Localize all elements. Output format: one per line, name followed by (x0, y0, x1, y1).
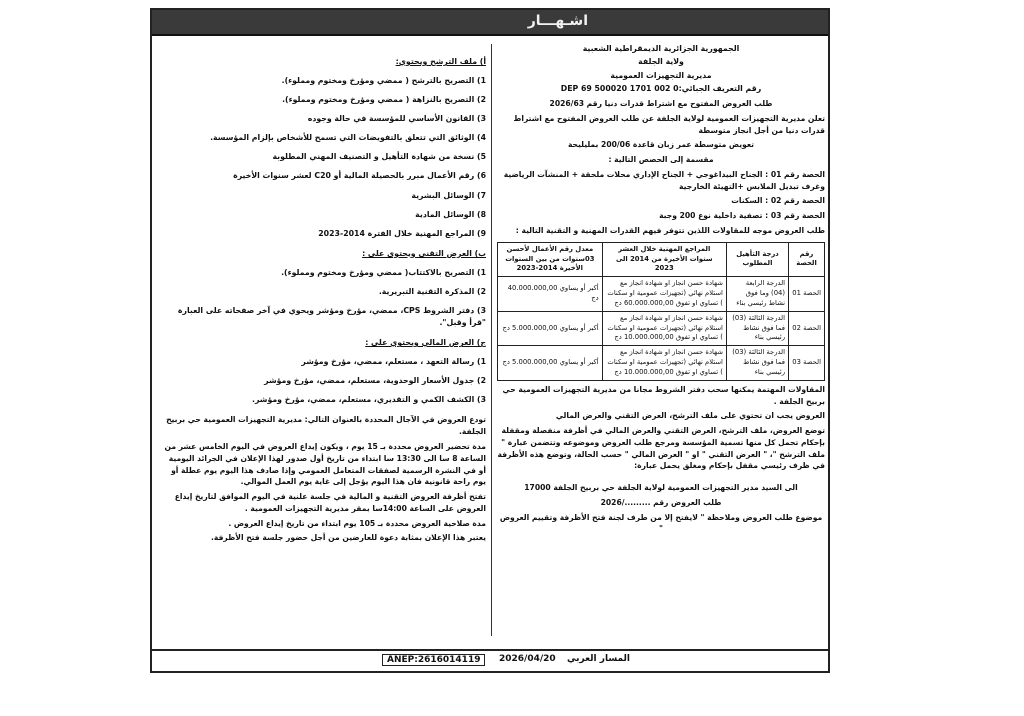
cell-grade: الدرجة الثالثة (03) فما فوق نشاط رئيسي بناء (726, 311, 788, 346)
list-item: 5) نسخة من شهادة التأهيل و التصنيف المهني المطلوبة (272, 152, 486, 162)
table-header-row (498, 242, 825, 277)
column-divider (491, 44, 492, 636)
list-item: 1) التصريح بالاكتتاب( ممضي ومؤرخ ومختوم ومملوء). (281, 267, 486, 277)
list-item: 1) رسالة التعهد ، مستعلم، ممضي، مؤرخ ومؤشر (301, 357, 486, 367)
cell-turnover: أكبر أو يساوي 5.000.000,00 دج (498, 346, 603, 381)
envelope-note: موضوع طلب العروض وملاحظة " لايفتح إلا من طرف لجنة فتح الأظرفة وتقييم العروض " (499, 512, 823, 534)
cell-lot: الحصة 03 (789, 346, 825, 381)
header-banner (152, 10, 828, 36)
notice-title: طلب العروض المفتوح مع اشتراط قدرات دنيا رقم 2026/63 (549, 99, 773, 108)
invitation-text: يعتبر هذا الإعلان بمثابة دعوة للعارضين من أجل حضور جلسة فتح الأظرفة. (210, 533, 486, 543)
col-header-lot: رقم الحصة (789, 242, 825, 277)
cell-turnover: أكبر أو يساوي 5.000.000,00 دج (498, 311, 603, 346)
newspaper-name: المسار العربي (567, 654, 630, 664)
technical-offer-title: ب) العرض التقني ويحتوي على : (362, 248, 486, 258)
candidacy-file-title: أ) ملف الترشح ويحتوي: (395, 57, 486, 66)
list-item: 8) الوسائل المادية (415, 209, 486, 219)
advertisement-sheet (150, 8, 830, 673)
tender-number-line: طلب العروض رقم ........./2026 (600, 497, 722, 507)
republic-line: الجمهورية الجزائرية الديمقراطية الشعبية (582, 44, 740, 53)
validity-period-text: مدة صلاحية العروض محددة بـ 105 يوم ابتداء من تاريخ إيداع العروض . (228, 518, 486, 528)
table-row (498, 311, 825, 346)
list-item: 3) دفتر الشروط CPS، ممضي، مؤرخ ومؤشر ويحوي في آخر صفحاته على العبارة "قرأ وقبل". (177, 306, 486, 328)
list-item: 6) رقم الأعمال مبرر بالحصيلة المالية أو C20 لعشر سنوات الأخيرة (233, 171, 486, 181)
lot-1-text: الحصة رقم 01 : الجناح البيداغوجي + الجناح الإداري محلات ملحقة + المنشآت الرياضية وغرف تبديل الملابس +التهيئة الخارجية (503, 169, 825, 191)
eligibility-text: طلب العروض موجه للمقاولات اللذين تتوفر فيهم القدرات المهنية و التقنية التالية : (515, 225, 825, 235)
left-column (160, 42, 486, 547)
opening-session-text: تفتح أظرفة العروض التقنية و المالية في جلسة علنية في اليوم الموافق لتاريخ إيداع العروض على الساعة 14:00سا بمقر مديرية التجهيزات العمومية . (174, 492, 486, 513)
directorate-line: مديرية التجهيزات العمومية (610, 70, 712, 80)
list-item: 7) الوسائل البشرية (411, 190, 486, 200)
col-header-grade: درجة التأهيل المطلوب (726, 242, 788, 277)
list-item: 9) المراجع المهنية خلال الفترة 2014-2023 (318, 228, 486, 238)
lot-2-text: الحصة رقم 02 : السكنات (731, 196, 825, 206)
list-item: 2) التصريح بالنزاهة ( ممضي ومؤرخ ومختوم ومملوء). (282, 95, 486, 105)
list-item: 4) الوثائق التي تتعلق بالتفويضات التي تسمح للأشخاص بإلزام المؤسسة. (210, 133, 486, 143)
list-item: 2) جدول الأسعار الوحدوية، مستعلم، ممضي، مؤرخ ومؤشر (264, 376, 486, 386)
offer-contents-text: العروض يجب ان تحتوي على ملف الترشح، العرض التقني والعرض المالي (555, 411, 825, 421)
cell-references: شهادة حسن انجاز او شهادة انجاز مع استلام نهائي (تجهيزات عمومية او سكنات ) تساوي او تفوق 60.000.000,00 دج (602, 277, 726, 312)
address-line: الى السيد مدير التجهيزات العمومية لولاية الجلفة حي بربيح الجلفة 17000 (524, 483, 798, 493)
table-row (498, 346, 825, 381)
anep-reference: ANEP:2616014119 (382, 654, 485, 666)
cell-grade: الدرجة الرابعة (04) وما فوق نشاط رئيسي بناء (726, 277, 788, 312)
lots-heading: مقسمة إلى الحصص التالية : (608, 155, 714, 165)
banner-title: اشـهـــار (527, 13, 588, 29)
list-item: 3) القانون الأساسي للمؤسسة في حالة وجوده (307, 114, 486, 124)
preparation-period-text: مدة تحضير العروض محددة بـ 15 يوم ، ويكون إيداع العروض في اليوم الخامس عشر من الساعة 8 سا الى 13:30 سا ابتداء من تاريخ أول صدور لهذا الإعلان في الجرائد اليومية أو في النشرة الرسمية لصفقات المتعامل العمومي وإذا صادف هذا اليوم يوم عطلة أو يوم راحة قانونية فان هذا اليوم يؤجل إلى غاية يوم العمل الموالي. (164, 442, 486, 487)
envelope-instructions: توضع العروض، ملف الترشح، العرض التقني والعرض المالي في أظرفة منفصلة ومقفلة بإحكام تحمل كل منها تسمية المؤسسة ومرجع طلب العروض وموضوعه وتتضمن عبارة " ملف الترشح "، " العرض التقني " او " العرض المالي " حسب الحالة، وتوضع هذه الأظرفة في ظرف رئيسي مقفل بإحكام ومغلق يحمل عبارة: (497, 426, 825, 471)
cell-references: شهادة حسن انجاز او شهادة انجاز مع استلام نهائي (تجهيزات عمومية او سكنات ) تساوي او تفوق 10.000.000,00 دج (602, 346, 726, 381)
cell-references: شهادة حسن انجاز او شهادة انجاز مع استلام نهائي (تجهيزات عمومية او سكنات ) تساوي او تفوق 10.000.000,00 دج (602, 311, 726, 346)
wilaya-line: ولاية الجلفة (638, 57, 684, 67)
cell-lot: الحصة 02 (789, 311, 825, 346)
financial-offer-title: ج) العرض المالي ويحتوي على : (365, 338, 486, 348)
cell-lot: الحصة 01 (789, 277, 825, 312)
col-header-references: المراجع المهنية خلال العشر سنوات الأخيرة من 2014 الى 2023 (602, 242, 726, 277)
table-row (498, 277, 825, 312)
tax-id-line: رقم التعريف الجبائي:DEP 69 500020 1701 002 0 (560, 83, 762, 93)
submission-place-text: تودع العروض في الآجال المحددة بالعنوان التالي: مديرية التجهيزات العمومية حي بربيح الجلفة. (166, 415, 486, 437)
cell-grade: الدرجة الثالثة (03) فما فوق نشاط رئيسي بناء (726, 346, 788, 381)
col-header-turnover: معدل رقم الأعمال لأحسن 03سنوات من بين السنوات الأخيرة 2014-2023 (498, 242, 603, 277)
lots-table (497, 242, 825, 381)
project-name: تعويض متوسطة عمر زبان قاعدة 200/06 بمليليحة (567, 140, 755, 150)
footer (152, 649, 828, 671)
spec-withdrawal-text: المقاولات المهتمة يمكنها سحب دفتر الشروط مجانا من مديرية التجهيزات العمومية حي بربيح الجلفة . (502, 384, 825, 406)
right-column (497, 42, 825, 538)
list-item: 1) التصريح بالترشح ( ممضي ومؤرخ ومختوم ومملوء). (281, 76, 486, 86)
lot-3-text: الحصة رقم 03 : تصفية داخلية نوع 200 وجبة (659, 211, 825, 221)
cell-turnover: أكبر أو يساوي 40.000.000,00 دج (498, 277, 603, 312)
list-item: 2) المذكرة التقنية التبريرية. (378, 286, 486, 296)
issuer-header (497, 42, 825, 95)
list-item: 3) الكشف الكمي و التقديري، مستعلم، ممضي، مؤرخ ومؤشر. (251, 395, 486, 405)
intro-text: تعلن مديرية التجهيزات العمومية لولاية الجلفة عن طلب العروض المفتوح مع اشتراط قدرات دنيا من أجل انجاز متوسطة (513, 113, 825, 135)
publication-date: 2026/04/20 (499, 654, 556, 664)
